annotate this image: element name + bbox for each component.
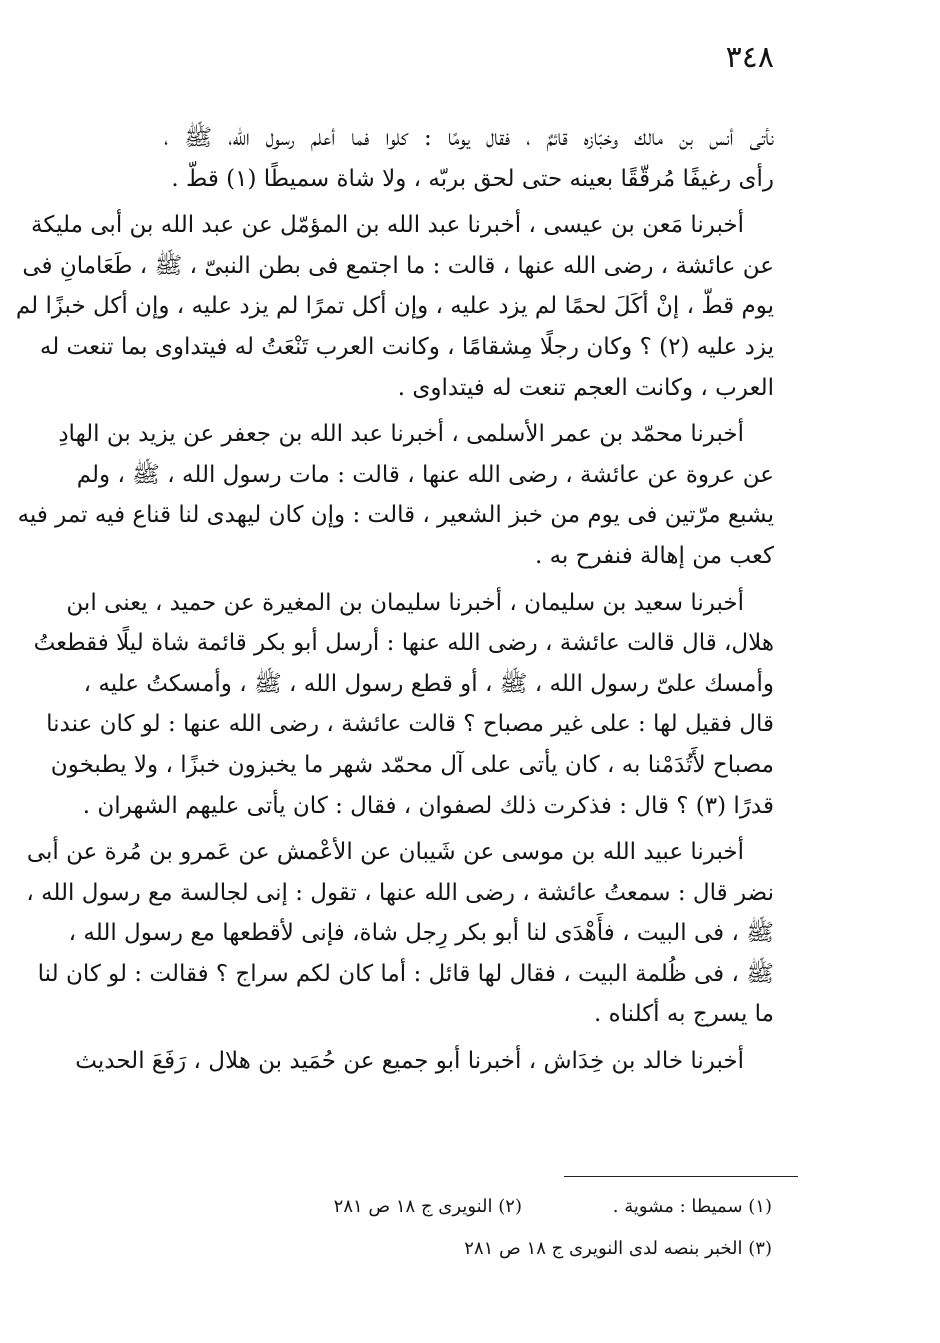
paragraph bbox=[26, 832, 774, 1035]
text-line: أخبرنا محمّد بن عمر الأسلمى ، أخبرنا عبد الله بن جعفر عن يزيد بن الهادِ bbox=[58, 421, 744, 448]
text-line: رأى رغيفًا مُرقّقًا بعينه حتى لحق بربّه ، ولا شاة سميطًا (١) قطّ . bbox=[171, 165, 774, 192]
paragraph bbox=[17, 414, 774, 576]
page-number: ٣٤٨ bbox=[725, 40, 774, 75]
text-line: أخبرنا عبيد الله بن موسى عن شَيبان عن الأعْمش عن عَمرو بن مُرة عن أبى bbox=[26, 839, 744, 866]
text-line: ﷺ ، فى ظُلمة البيت ، فقال لها قائل : أما كان لكم سراج ؟ فقالت : لو كان لنا bbox=[37, 960, 774, 987]
text-line: عن عائشة ، رضى الله عنها ، قالت : ما اجتمع فى بطن النبىّ ، ﷺ ، طَعَامانِ فى bbox=[22, 252, 774, 279]
text-line: يوم قطّ ، إنْ أكَلَ لحمًا لم يزد عليه ، وإن أكل تمرًا لم يزد عليه ، وإن أكل خبزًا لم bbox=[15, 293, 774, 320]
paragraph bbox=[33, 583, 774, 827]
text-line: هلال، قال قالت عائشة ، رضى الله عنها : أرسل أبو بكر قائمة شاة ليلًا فقطعتُ bbox=[33, 630, 774, 657]
body-text bbox=[15, 118, 774, 1082]
text-line: العرب ، وكانت العجم تنعت له فيتداوى . bbox=[397, 374, 774, 401]
footnote-1: (١) سميطا : مشوية . bbox=[612, 1196, 772, 1217]
text-line: مصباح لأَتُدَمْنا به ، كان يأتى على آل محمّد شهر ما يخبزون خبزًا ، ولا يطبخون bbox=[50, 751, 774, 778]
paragraph bbox=[75, 1041, 774, 1082]
text-line: ما يسرج به أكلناه . bbox=[593, 1001, 774, 1028]
text-line: ﷺ ، فى البيت ، فأَهْدَى لنا أبو بكر رِجل شاة، فإنى لأقطعها مع رسول الله ، bbox=[68, 920, 774, 947]
text-line: وأمسك علىّ رسول الله ، ﷺ ، أو قطع رسول الله ، ﷺ ، وأمسكتُ عليه ، bbox=[83, 670, 774, 697]
footnote-3: (٣) الخبر بنصه لدى النويرى ج ١٨ ص ٢٨١ bbox=[464, 1238, 772, 1259]
footnotes bbox=[172, 1186, 772, 1270]
text-line: قدرًا (٣) ؟ قال : فذكرت ذلك لصفوان ، فقال : كان يأتى عليهم الشهران . bbox=[82, 792, 774, 819]
footnote-2: (٢) النويرى ج ١٨ ص ٢٨١ bbox=[333, 1196, 522, 1217]
text-line: عن عروة عن عائشة ، رضى الله عنها ، قالت : مات رسول الله ، ﷺ ، ولم bbox=[76, 461, 774, 488]
text-line: كعب من إهالة فنفرح به . bbox=[534, 542, 774, 569]
text-line: يشبع مرّتين فى يوم من خبز الشعير ، قالت : وإن كان ليهدى لنا قناع فيه تمر فيه bbox=[17, 502, 774, 529]
text-line: أخبرنا مَعن بن عيسى ، أخبرنا عبد الله بن المؤمّل عن عبد الله بن أبى مليكة bbox=[31, 212, 744, 239]
text-line: يزد عليه (٢) ؟ وكان رجلًا مِشقامًا ، وكانت العرب تَنْعَتُ له فيتداوى بما تنعت له bbox=[39, 333, 774, 360]
footnote-separator bbox=[564, 1176, 798, 1177]
text-line: قال فقيل لها : على غير مصباح ؟ قالت عائشة ، رضى الله عنها : لو كان عندنا bbox=[46, 711, 774, 738]
paragraph bbox=[15, 205, 774, 408]
text-line: أخبرنا سعيد بن سليمان ، أخبرنا سليمان بن المغيرة عن حميد ، يعنى ابن bbox=[66, 589, 744, 616]
text-line: نأتى أنس بن مالك وخبّازه قائمٌ ، فقال يومًا : كلوا فما أعلم رسول الله، ﷺ ، bbox=[164, 125, 774, 151]
text-line: نضر قال : سمعتُ عائشة ، رضى الله عنها ، تقول : إنى لجالسة مع رسول الله ، bbox=[26, 879, 774, 906]
text-line: أخبرنا خالد بن خِدَاش ، أخبرنا أبو جميع عن حُمَيد بن هلال ، رَفَعَ الحديث bbox=[75, 1048, 744, 1075]
paragraph bbox=[164, 118, 774, 199]
